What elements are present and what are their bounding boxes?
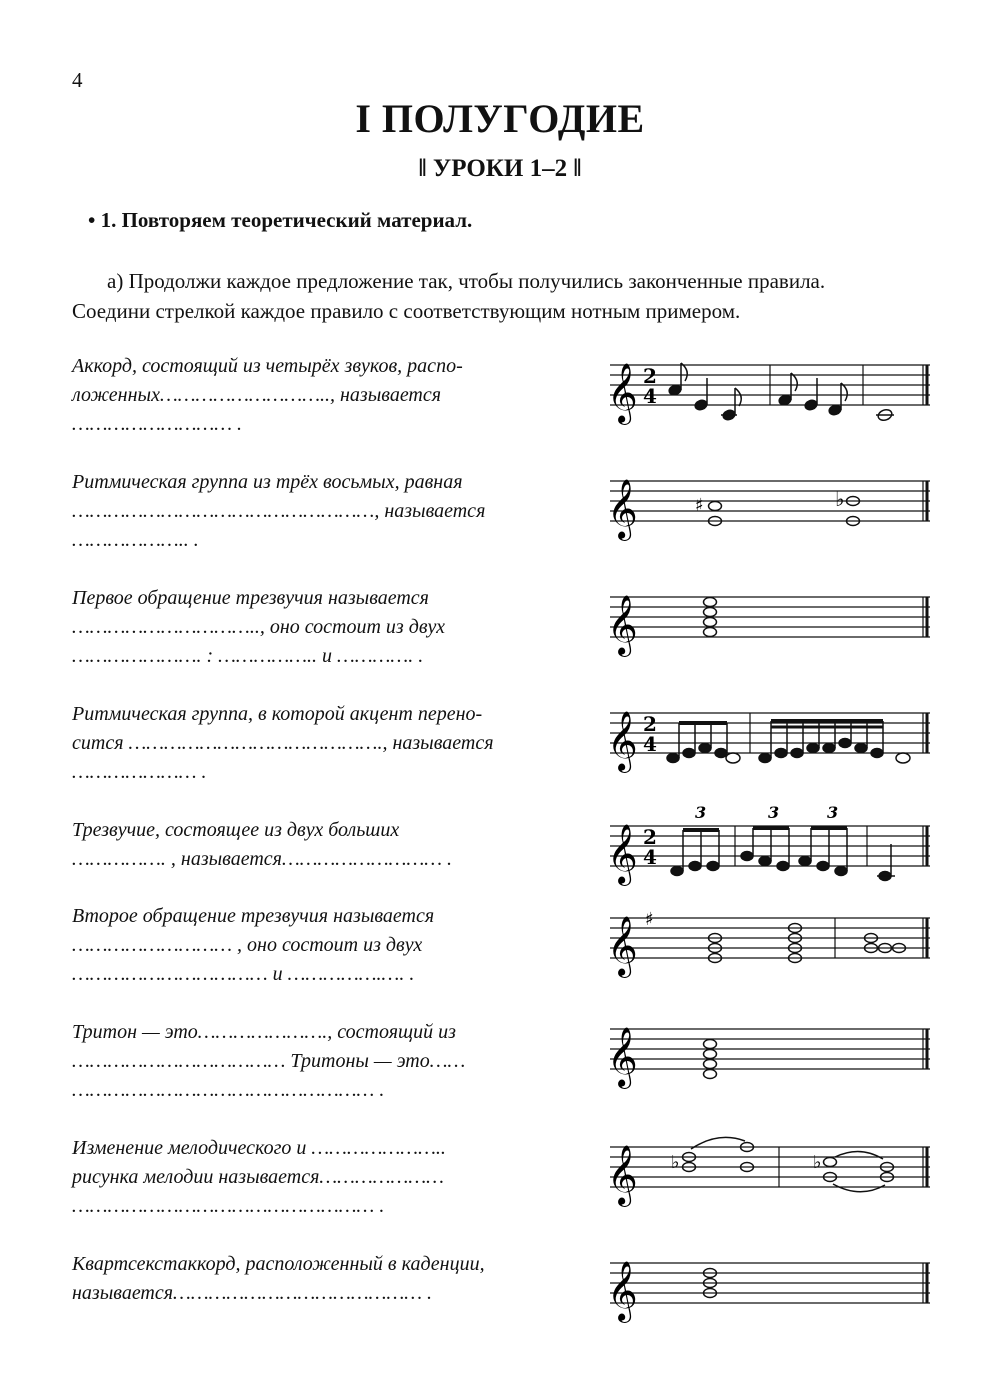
rule-3-line-2: ………………………….., оно состоит из двух	[72, 616, 445, 638]
rule-5-line-2: ……………. , называется……………………… .	[72, 848, 453, 870]
rule-7	[72, 1018, 597, 1105]
sharp-icon: ♯	[695, 495, 704, 516]
music-example-1	[605, 345, 935, 425]
rule-8	[72, 1134, 597, 1221]
music-example-4	[605, 693, 935, 773]
music-example-3	[605, 577, 935, 657]
rule-1	[72, 352, 597, 439]
rule-9-line-1: Квартсекстаккорд, расположенный в каденции,	[72, 1253, 485, 1275]
rule-2	[72, 468, 597, 555]
music-example-9	[605, 1243, 935, 1323]
rule-4-line-2: сится ……………………………………., называется	[72, 732, 494, 754]
triplet-mark-3: 3	[827, 806, 839, 822]
rule-9-line-2: называется…………………………………… .	[72, 1282, 433, 1304]
rule-6-line-3: …………………………… и …………….…. .	[72, 963, 415, 985]
time-signature-bottom: 4	[643, 732, 657, 756]
time-signature-top: 2	[643, 364, 657, 388]
time-signature-top: 2	[643, 825, 657, 849]
flat-icon: ♭	[671, 1152, 680, 1173]
rule-8-line-2: рисунка мелодии называется…………………	[72, 1166, 444, 1188]
treble-clef-icon: 𝄞	[607, 711, 638, 771]
page-title: I ПОЛУГОДИЕ	[355, 96, 645, 141]
music-example-6	[605, 898, 935, 978]
flat-icon: ♭	[813, 1152, 822, 1173]
rule-3	[72, 584, 597, 671]
flat-icon: ♭	[835, 487, 845, 511]
intro-line-1: а) Продолжи каждое предложение так, чтобы получились законченные правила.	[107, 269, 826, 293]
treble-clef-icon: 𝄞	[607, 824, 638, 884]
time-signature-top: 2	[643, 712, 657, 736]
rule-9	[72, 1250, 597, 1308]
rule-4-line-1: Ритмическая группа, в которой акцент перено-	[72, 703, 483, 725]
music-example-5	[605, 806, 935, 886]
rule-7-line-1: Тритон — это…………………., состоящий из	[72, 1021, 456, 1043]
rule-2-line-3: ……………….. .	[72, 529, 199, 551]
rule-7-line-2: ……………………………… Тритоны — это……	[72, 1050, 466, 1072]
treble-clef-icon: 𝄞	[607, 1027, 638, 1087]
sharp-icon: ♯	[645, 909, 654, 930]
rule-5-line-1: Трезвучие, состоящее из двух больших	[72, 819, 400, 841]
treble-clef-icon: 𝄞	[607, 595, 638, 655]
rule-2-line-2: ……………………………………………, называется	[72, 500, 486, 522]
rule-1-line-2: ложенных……………………….., называется	[72, 384, 442, 406]
music-example-8	[605, 1127, 935, 1207]
rule-8-line-1: Изменение мелодического и …………………..	[72, 1137, 446, 1159]
rule-4	[72, 700, 597, 787]
treble-clef-icon: 𝄞	[607, 1261, 638, 1321]
time-signature-bottom: 4	[643, 384, 657, 408]
rule-2-line-1: Ритмическая группа из трёх восьмых, равная	[72, 471, 463, 493]
treble-clef-icon: 𝄞	[607, 479, 638, 539]
rule-6	[72, 902, 597, 989]
rule-3-line-1: Первое обращение трезвучия называется	[72, 587, 429, 609]
task-intro	[72, 266, 942, 326]
rule-6-line-1: Второе обращение трезвучия называется	[72, 905, 435, 927]
rule-1-line-1: Аккорд, состоящий из четырёх звуков, распо-	[72, 355, 463, 377]
music-example-2	[605, 461, 935, 541]
rule-7-line-3: …………………………………………… .	[72, 1079, 385, 1101]
triplet-mark-2: 3	[768, 806, 780, 822]
rule-4-line-3: ………………… .	[72, 761, 207, 783]
triplet-mark-1: 3	[695, 806, 707, 822]
rule-8-line-3: …………………………………………… .	[72, 1195, 385, 1217]
rule-5	[72, 816, 597, 874]
task-heading: • 1. Повторяем теоретический материал.	[88, 208, 473, 232]
treble-clef-icon: 𝄞	[607, 1145, 638, 1205]
treble-clef-icon: 𝄞	[607, 363, 638, 423]
page-number: 4	[72, 68, 83, 92]
rule-3-line-3: …………………. : …………….. и …………. .	[72, 645, 424, 667]
treble-clef-icon: 𝄞	[607, 916, 638, 976]
lesson-subtitle: ‖ УРОКИ 1–2 ‖	[418, 155, 582, 182]
rule-6-line-2: ……………………… , оно состоит из двух	[72, 934, 423, 956]
music-example-7	[605, 1009, 935, 1089]
time-signature-bottom: 4	[643, 845, 657, 869]
rule-1-line-3: ……………………… .	[72, 413, 243, 435]
intro-line-2: Соедини стрелкой каждое правило с соответствующим нотным примером.	[72, 299, 741, 323]
